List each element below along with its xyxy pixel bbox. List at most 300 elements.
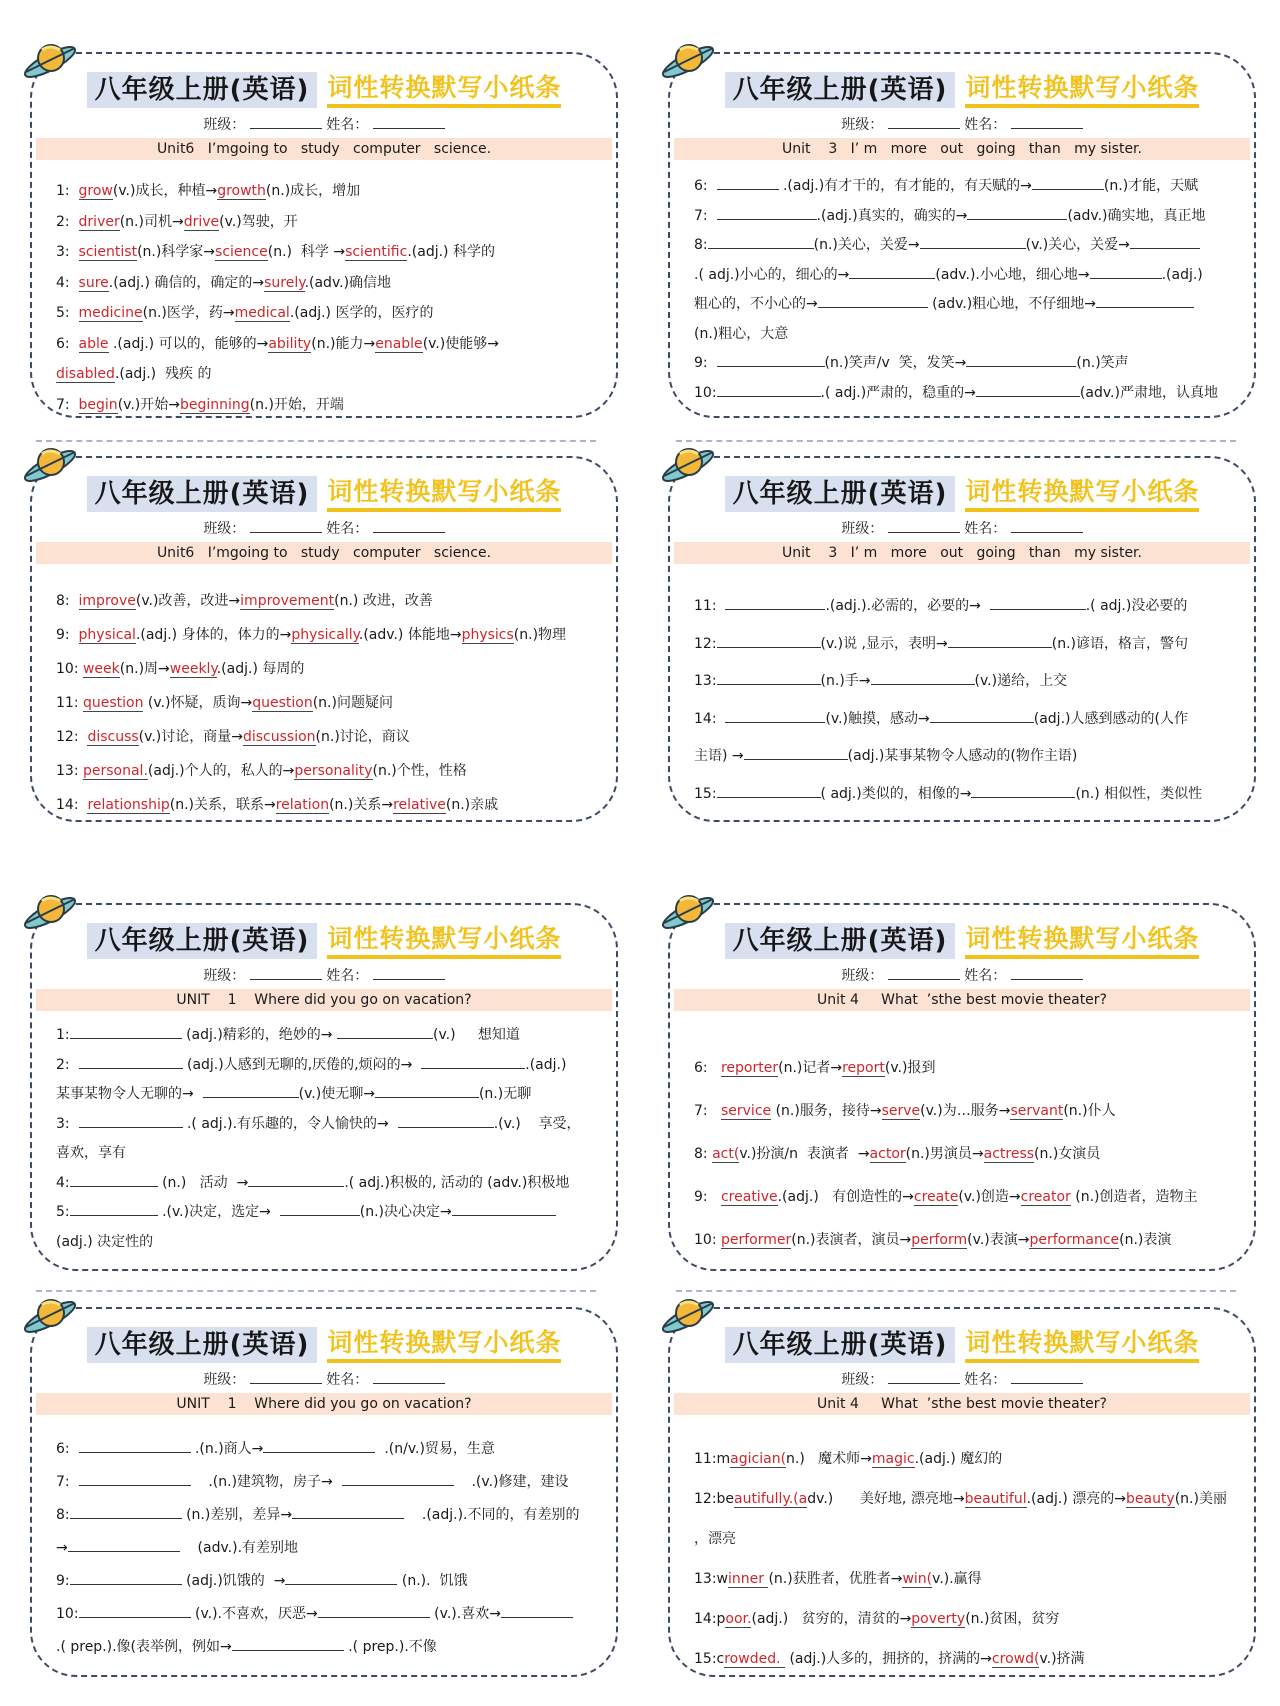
prompt-text: .( adj.)没必要的: [1085, 598, 1188, 614]
answer-word: drive: [183, 213, 220, 230]
answer-blank[interactable]: [725, 595, 825, 610]
name-field[interactable]: [1011, 114, 1083, 129]
prompt-text: (n.) 科学 →: [267, 244, 346, 260]
unit-heading: UNIT 1 Where did you go on vacation?: [36, 1393, 612, 1415]
answer-blank[interactable]: [318, 1603, 430, 1618]
prompt-text: (adj.)精彩的，绝妙的→: [181, 1027, 337, 1043]
answer-blank[interactable]: [744, 745, 848, 760]
prompt-text: (v.)创造→: [958, 1189, 1021, 1205]
prompt-text: .(adj.).不同的，有差别的: [404, 1507, 580, 1523]
answer-blank[interactable]: [70, 1172, 158, 1187]
unit-heading: Unit6 I’mgoing to study computer science.: [36, 542, 612, 564]
prompt-text: .(v.)修建，建设: [453, 1474, 569, 1490]
exercise-line: [694, 1519, 1240, 1559]
answer-blank[interactable]: [70, 1504, 182, 1519]
exercise-list: [694, 1439, 1240, 1679]
prompt-text: (v.)怀疑，质询→: [143, 695, 253, 711]
class-label: 班级：: [203, 1372, 246, 1388]
answer-blank[interactable]: [68, 1537, 180, 1552]
answer-blank[interactable]: [79, 1471, 191, 1486]
answer-blank[interactable]: [501, 1603, 573, 1618]
answer-blank[interactable]: [971, 783, 1075, 798]
answer-blank[interactable]: [818, 293, 928, 308]
prompt-text: (v.)触摸，感动→: [825, 710, 930, 727]
answer-blank[interactable]: [1130, 234, 1200, 249]
student-info: [670, 518, 1254, 539]
prompt-text: 6:: [56, 1441, 79, 1457]
answer-blank[interactable]: [1032, 175, 1104, 190]
title-sub: 词性转换默写小纸条: [327, 72, 561, 108]
answer-blank[interactable]: [717, 783, 821, 798]
name-field[interactable]: [1011, 518, 1083, 533]
prompt-text: (n.)司机→: [119, 213, 184, 230]
exercise-line: [56, 1565, 602, 1598]
answer-word: actor: [869, 1146, 906, 1162]
title: [32, 1327, 616, 1363]
prompt-text: (n.) 相似性，类似性: [1075, 785, 1203, 802]
prompt-text: 7:: [56, 1474, 79, 1490]
class-field[interactable]: [888, 518, 960, 533]
prompt-text: 8:: [56, 593, 79, 609]
answer-word: report: [842, 1060, 885, 1076]
prompt-text: (n.)创造者，造物主: [1070, 1189, 1198, 1205]
title: [670, 923, 1254, 959]
exercise-line: [56, 1169, 602, 1199]
prompt-text: (v.).喜欢→: [429, 1606, 501, 1622]
prompt-text: .( adj.)小心的，细心的→: [694, 266, 850, 283]
card-unit4-b: [668, 1307, 1256, 1677]
answer-blank[interactable]: [70, 1201, 158, 1216]
unit-heading: Unit6 I’mgoing to study computer science.: [36, 138, 612, 160]
exercise-list: [694, 588, 1240, 813]
answer-blank[interactable]: [871, 670, 975, 685]
answer-blank[interactable]: [725, 708, 825, 723]
answer-blank[interactable]: [717, 382, 821, 397]
prompt-text: (v.)使能够→: [422, 335, 499, 352]
prompt-text: 9:: [56, 627, 79, 643]
title: [670, 72, 1254, 108]
prompt-text: .(adv.) 体能地→: [358, 627, 462, 643]
student-info: [32, 1369, 616, 1390]
answer-word: magic: [871, 1451, 915, 1467]
title-sub: 词性转换默写小纸条: [327, 476, 561, 512]
exercise-line: [56, 1228, 602, 1258]
prompt-text: .(n.)建筑物，房子→: [190, 1474, 342, 1490]
answer-word: perform: [911, 1232, 968, 1248]
class-field[interactable]: [888, 965, 960, 980]
answer-blank[interactable]: [337, 1024, 433, 1039]
exercise-line: [694, 1479, 1240, 1519]
answer-blank[interactable]: [452, 1201, 556, 1216]
prompt-text: 6:: [694, 1060, 721, 1076]
class-field[interactable]: [250, 518, 322, 533]
answer-blank[interactable]: [421, 1054, 525, 1069]
prompt-text: (v.)开始→: [117, 396, 180, 413]
exercise-list: [56, 176, 602, 420]
answer-word: create: [913, 1189, 959, 1205]
exercise-line: [56, 618, 602, 652]
cut-line: [676, 440, 1236, 442]
answer-blank[interactable]: [717, 352, 825, 367]
prompt-text: (n.)亲戚: [445, 797, 499, 813]
exercise-line: [694, 290, 1240, 320]
prompt-text: (adj.)人感到无聊的,厌倦的,烦闷的→: [182, 1056, 422, 1073]
exercise-line: [56, 720, 602, 754]
answer-word: discuss: [87, 729, 139, 745]
answer-word: relative: [393, 797, 446, 813]
exercise-line: [56, 1532, 602, 1565]
answer-blank[interactable]: [232, 1636, 344, 1651]
name-label: 姓名：: [964, 1372, 1007, 1388]
card-unit3-b: [668, 456, 1256, 822]
prompt-text: (adj.)个人的，私人的→: [147, 763, 295, 779]
prompt-text: 2:: [56, 213, 79, 230]
unit-heading: Unit 3 I’ m more out going than my sister.: [674, 138, 1250, 160]
answer-word: relation: [275, 797, 330, 813]
prompt-text: 5:: [56, 1204, 70, 1220]
answer-word: physical: [78, 627, 136, 643]
class-label: 班级：: [841, 117, 884, 133]
prompt-text: 5:: [56, 305, 79, 321]
answer-blank[interactable]: [398, 1113, 494, 1128]
answer-word: improvement: [240, 593, 335, 609]
name-field[interactable]: [373, 518, 445, 533]
answer-word: relationship: [87, 797, 170, 813]
name-label: 姓名：: [326, 521, 369, 537]
exercise-line: [694, 1639, 1240, 1679]
prompt-text: .(n/v.)贸易，生意: [375, 1441, 495, 1457]
card-unit1-b: [30, 1307, 618, 1677]
class-label: 班级：: [203, 521, 246, 537]
prompt-text: (n.)粗心，大意: [694, 325, 789, 342]
exercise-list: [56, 584, 602, 822]
prompt-text: 2:: [56, 1056, 79, 1073]
name-field[interactable]: [1011, 1369, 1083, 1384]
exercise-line: [694, 1176, 1240, 1219]
prompt-text: (n.)差别，差异→: [181, 1507, 293, 1523]
prompt-text: .(adj.) 可以的，能够的→: [108, 335, 269, 352]
class-field[interactable]: [250, 1369, 322, 1384]
prompt-text: (adj.)饥饿的 →: [181, 1573, 286, 1589]
exercise-line: [56, 1598, 602, 1631]
title-sub: 词性转换默写小纸条: [965, 476, 1199, 512]
prompt-text: (n.)物理: [513, 627, 567, 643]
prompt-text: (n.)美丽: [1174, 1491, 1227, 1507]
answer-word: physics: [461, 627, 514, 643]
answer-blank[interactable]: [930, 708, 1034, 723]
name-field[interactable]: [373, 965, 445, 980]
prompt-text: (n.)无聊: [478, 1086, 532, 1102]
exercise-line: [56, 1139, 602, 1169]
answer-blank[interactable]: [292, 1504, 404, 1519]
name-field[interactable]: [373, 114, 445, 129]
answer-word: begin: [78, 396, 118, 413]
exercise-line: [56, 207, 602, 238]
answer-blank[interactable]: [967, 205, 1067, 220]
prompt-text: (n.)关心，关爱→: [813, 237, 920, 253]
prompt-text: .(v.) 享受，: [493, 1115, 581, 1132]
prompt-text: (v.)报到: [884, 1060, 936, 1076]
prompt-text: (v.)讨论，商量→: [138, 729, 243, 745]
prompt-text: 3:: [56, 1115, 79, 1132]
answer-word: beautiful: [964, 1491, 1027, 1507]
prompt-text: 主语) →: [694, 748, 744, 764]
answer-blank[interactable]: [1096, 293, 1194, 308]
exercise-line: [56, 1499, 602, 1532]
prompt-text: .( adj.)严肃的，稳重的→: [820, 384, 976, 401]
prompt-text: (n.)记者→: [778, 1060, 843, 1076]
prompt-text: (v.)说 ,显示，表明→: [820, 635, 948, 652]
prompt-text: (n.)关系，联系→: [169, 797, 276, 813]
answer-blank[interactable]: [990, 595, 1086, 610]
answer-blank[interactable]: [203, 1083, 299, 1098]
prompt-text: .(adj.) 每周的: [216, 661, 305, 677]
answer-word: grow: [78, 183, 113, 199]
class-label: 班级：: [203, 968, 246, 984]
prompt-text: 3:: [56, 244, 79, 260]
prompt-text: (v.)表演→: [967, 1232, 1030, 1248]
student-info: [670, 1369, 1254, 1390]
exercise-line: [694, 738, 1240, 776]
answer-word: creator: [1020, 1189, 1071, 1205]
card-unit1-a: [30, 903, 618, 1271]
prompt-text: v.)扮演/n 表演者 →: [739, 1146, 870, 1162]
student-info: [670, 965, 1254, 986]
prompt-text: (n.)表演者，演员→: [791, 1232, 912, 1248]
prompt-text: (n.)表演: [1119, 1232, 1172, 1248]
answer-word: inner: [727, 1571, 769, 1587]
answer-blank[interactable]: [375, 1083, 479, 1098]
answer-word: rowded.: [724, 1651, 785, 1667]
title: [670, 476, 1254, 512]
prompt-text: .(adj.) 身体的，体力的→: [135, 627, 292, 643]
answer-word: sure: [78, 274, 109, 291]
prompt-text: (n.)获胜者，优胜者→: [768, 1571, 903, 1587]
exercise-line: [56, 1631, 602, 1664]
prompt-text: (adj.) 决定性的: [56, 1233, 154, 1250]
answer-word: improve: [78, 593, 136, 609]
answer-blank[interactable]: [708, 234, 814, 249]
name-label: 姓名：: [964, 117, 1007, 133]
answer-blank[interactable]: [849, 264, 935, 279]
prompt-text: 4:: [56, 1174, 70, 1191]
prompt-text: (n.)成长，增加: [265, 183, 361, 199]
exercise-line: [694, 202, 1240, 232]
answer-blank[interactable]: [70, 1570, 182, 1585]
prompt-text: 7:: [56, 396, 79, 413]
answer-blank[interactable]: [285, 1570, 397, 1585]
prompt-text: (n.)笑声: [1076, 355, 1129, 371]
answer-word: autifully.(a: [734, 1491, 808, 1507]
card-unit4-a: [668, 903, 1256, 1271]
answer-blank[interactable]: [920, 234, 1026, 249]
answer-word: question: [252, 695, 313, 711]
prompt-text: .(adj.).必需的，必要的→: [825, 598, 990, 614]
exercise-line: [694, 172, 1240, 202]
prompt-text: (n.)女演员: [1034, 1146, 1101, 1162]
student-info: [32, 114, 616, 135]
title: [670, 1327, 1254, 1363]
answer-word: poverty: [911, 1611, 966, 1627]
class-field[interactable]: [888, 114, 960, 129]
card-unit6-b: [30, 456, 618, 822]
prompt-text: (n.)男演员→: [905, 1146, 984, 1162]
prompt-text: 15:: [694, 785, 717, 802]
answer-blank[interactable]: [717, 175, 779, 190]
title-main: 八年级上册(英语): [725, 476, 956, 512]
title: [32, 923, 616, 959]
prompt-text: 10:: [56, 1606, 79, 1622]
prompt-text: .(adj.) 科学的: [407, 244, 495, 260]
answer-blank[interactable]: [280, 1201, 360, 1216]
prompt-text: 10:: [56, 661, 83, 677]
answer-blank[interactable]: [717, 205, 817, 220]
title-sub: 词性转换默写小纸条: [327, 1327, 561, 1363]
prompt-text: (n.)贫困，贫穷: [965, 1611, 1060, 1627]
prompt-text: 10:: [694, 1232, 721, 1248]
exercise-list: [694, 172, 1240, 408]
title-main: 八年级上册(英语): [87, 72, 318, 108]
exercise-line: [694, 1439, 1240, 1479]
prompt-text: (v.)驾驶，开: [219, 213, 298, 230]
exercise-line: [56, 686, 602, 720]
prompt-text: (v.)递给，上交: [974, 673, 1068, 689]
class-field[interactable]: [250, 965, 322, 980]
prompt-text: (v.)改善，改进→: [135, 593, 241, 609]
exercise-line: [56, 237, 602, 268]
class-field[interactable]: [888, 1369, 960, 1384]
title-main: 八年级上册(英语): [87, 476, 318, 512]
prompt-text: 9:: [694, 355, 717, 371]
answer-blank[interactable]: [717, 633, 821, 648]
prompt-text: (v.)使无聊→: [298, 1086, 375, 1102]
prompt-text: .(adj.): [525, 1056, 567, 1073]
answer-word: personal.: [82, 763, 148, 779]
prompt-text: 13:: [56, 763, 83, 779]
class-label: 班级：: [841, 1372, 884, 1388]
prompt-text: 8:: [694, 1146, 713, 1162]
answer-word: performer: [720, 1232, 792, 1248]
answer-blank[interactable]: [717, 670, 821, 685]
answer-word: servant: [1010, 1103, 1064, 1119]
answer-word: physically: [291, 627, 359, 643]
name-field[interactable]: [373, 1369, 445, 1384]
exercise-line: [694, 1599, 1240, 1639]
prompt-text: (n.)服务，接待→: [771, 1103, 882, 1119]
answer-blank[interactable]: [342, 1471, 454, 1486]
prompt-text: 14:: [694, 710, 726, 727]
answer-word: driver: [78, 213, 120, 230]
name-label: 姓名：: [326, 968, 369, 984]
exercise-line: [56, 1433, 602, 1466]
prompt-text: .(adj.)真实的，确实的→: [816, 207, 968, 224]
prompt-text: ( adj.)类似的，相像的→: [820, 785, 972, 802]
title-main: 八年级上册(英语): [87, 923, 318, 959]
prompt-text: 11:: [694, 598, 726, 614]
answer-word: able: [78, 335, 109, 352]
cut-line: [36, 1290, 596, 1292]
answer-blank[interactable]: [948, 633, 1052, 648]
title-sub: 词性转换默写小纸条: [965, 923, 1199, 959]
prompt-text: (n.) 改进，改善: [334, 593, 433, 609]
answer-blank[interactable]: [79, 1113, 183, 1128]
answer-word: question: [82, 695, 144, 711]
name-field[interactable]: [1011, 965, 1083, 980]
prompt-text: (n.)决心决定→: [359, 1204, 452, 1220]
name-label: 姓名：: [964, 521, 1007, 537]
prompt-text: (n.)开始，开端: [249, 396, 344, 413]
answer-blank[interactable]: [248, 1172, 344, 1187]
answer-word: science: [215, 244, 268, 260]
exercise-line: [694, 701, 1240, 739]
prompt-text: 1:: [56, 1027, 70, 1043]
prompt-text: (n.)周→: [119, 661, 170, 677]
prompt-text: .( prep.).不像: [343, 1639, 437, 1655]
prompt-text: 8:: [694, 237, 708, 253]
prompt-text: 喜欢，享有: [56, 1145, 126, 1161]
prompt-text: .(adj.)有才干的，有才能的，有天赋的→: [778, 178, 1032, 194]
exercise-list: [56, 1021, 602, 1257]
answer-blank[interactable]: [1090, 264, 1162, 279]
class-field[interactable]: [250, 114, 322, 129]
prompt-text: 12:: [56, 729, 88, 745]
answer-blank[interactable]: [966, 352, 1076, 367]
class-label: 班级：: [841, 521, 884, 537]
answer-word: act(: [712, 1146, 740, 1162]
prompt-text: 13:: [694, 673, 717, 689]
prompt-text: 7:: [694, 1103, 721, 1119]
answer-blank[interactable]: [263, 1438, 375, 1453]
prompt-text: 15:c: [694, 1651, 725, 1667]
answer-word: actress: [983, 1146, 1035, 1162]
answer-blank[interactable]: [79, 1603, 191, 1618]
prompt-text: (n.)医学，药→: [142, 305, 235, 321]
answer-word: agician(: [730, 1451, 787, 1467]
prompt-text: (v.) 想知道: [433, 1027, 520, 1043]
unit-heading: Unit 4 What ’sthe best movie theater?: [674, 1393, 1250, 1415]
prompt-text: (n.)关系→: [329, 797, 394, 813]
prompt-text: 6:: [694, 178, 717, 194]
answer-word: scientist: [78, 244, 138, 260]
exercise-line: [694, 379, 1240, 409]
title-main: 八年级上册(英语): [725, 72, 956, 108]
prompt-text: (adj.)人感到感动的(人作: [1033, 710, 1188, 727]
title-sub: 词性转换默写小纸条: [965, 72, 1199, 108]
prompt-text: (n.)手→: [820, 673, 871, 689]
exercise-line: [694, 776, 1240, 814]
answer-blank[interactable]: [79, 1438, 191, 1453]
prompt-text: .(adj.) 有创造性的→: [777, 1189, 914, 1205]
answer-blank[interactable]: [976, 382, 1080, 397]
prompt-text: 14:p: [694, 1611, 726, 1627]
answer-blank[interactable]: [79, 1054, 183, 1069]
title-sub: 词性转换默写小纸条: [327, 923, 561, 959]
student-info: [670, 114, 1254, 135]
prompt-text: 12:be: [694, 1491, 735, 1507]
answer-word: performance: [1029, 1232, 1120, 1248]
prompt-text: .(adj.) 魔幻的: [914, 1451, 1003, 1467]
prompt-text: 12:: [694, 635, 717, 652]
answer-blank[interactable]: [70, 1024, 182, 1039]
class-label: 班级：: [203, 117, 246, 133]
prompt-text: 11:m: [694, 1451, 731, 1467]
title: [32, 72, 616, 108]
prompt-text: n.) 魔术师→: [786, 1451, 872, 1467]
answer-word: serve: [881, 1103, 921, 1119]
prompt-text: .( adj.)积极的, 活动的 (adv.)积极地: [344, 1174, 570, 1191]
card-unit6-a: [30, 52, 618, 418]
exercise-list: [56, 1433, 602, 1664]
